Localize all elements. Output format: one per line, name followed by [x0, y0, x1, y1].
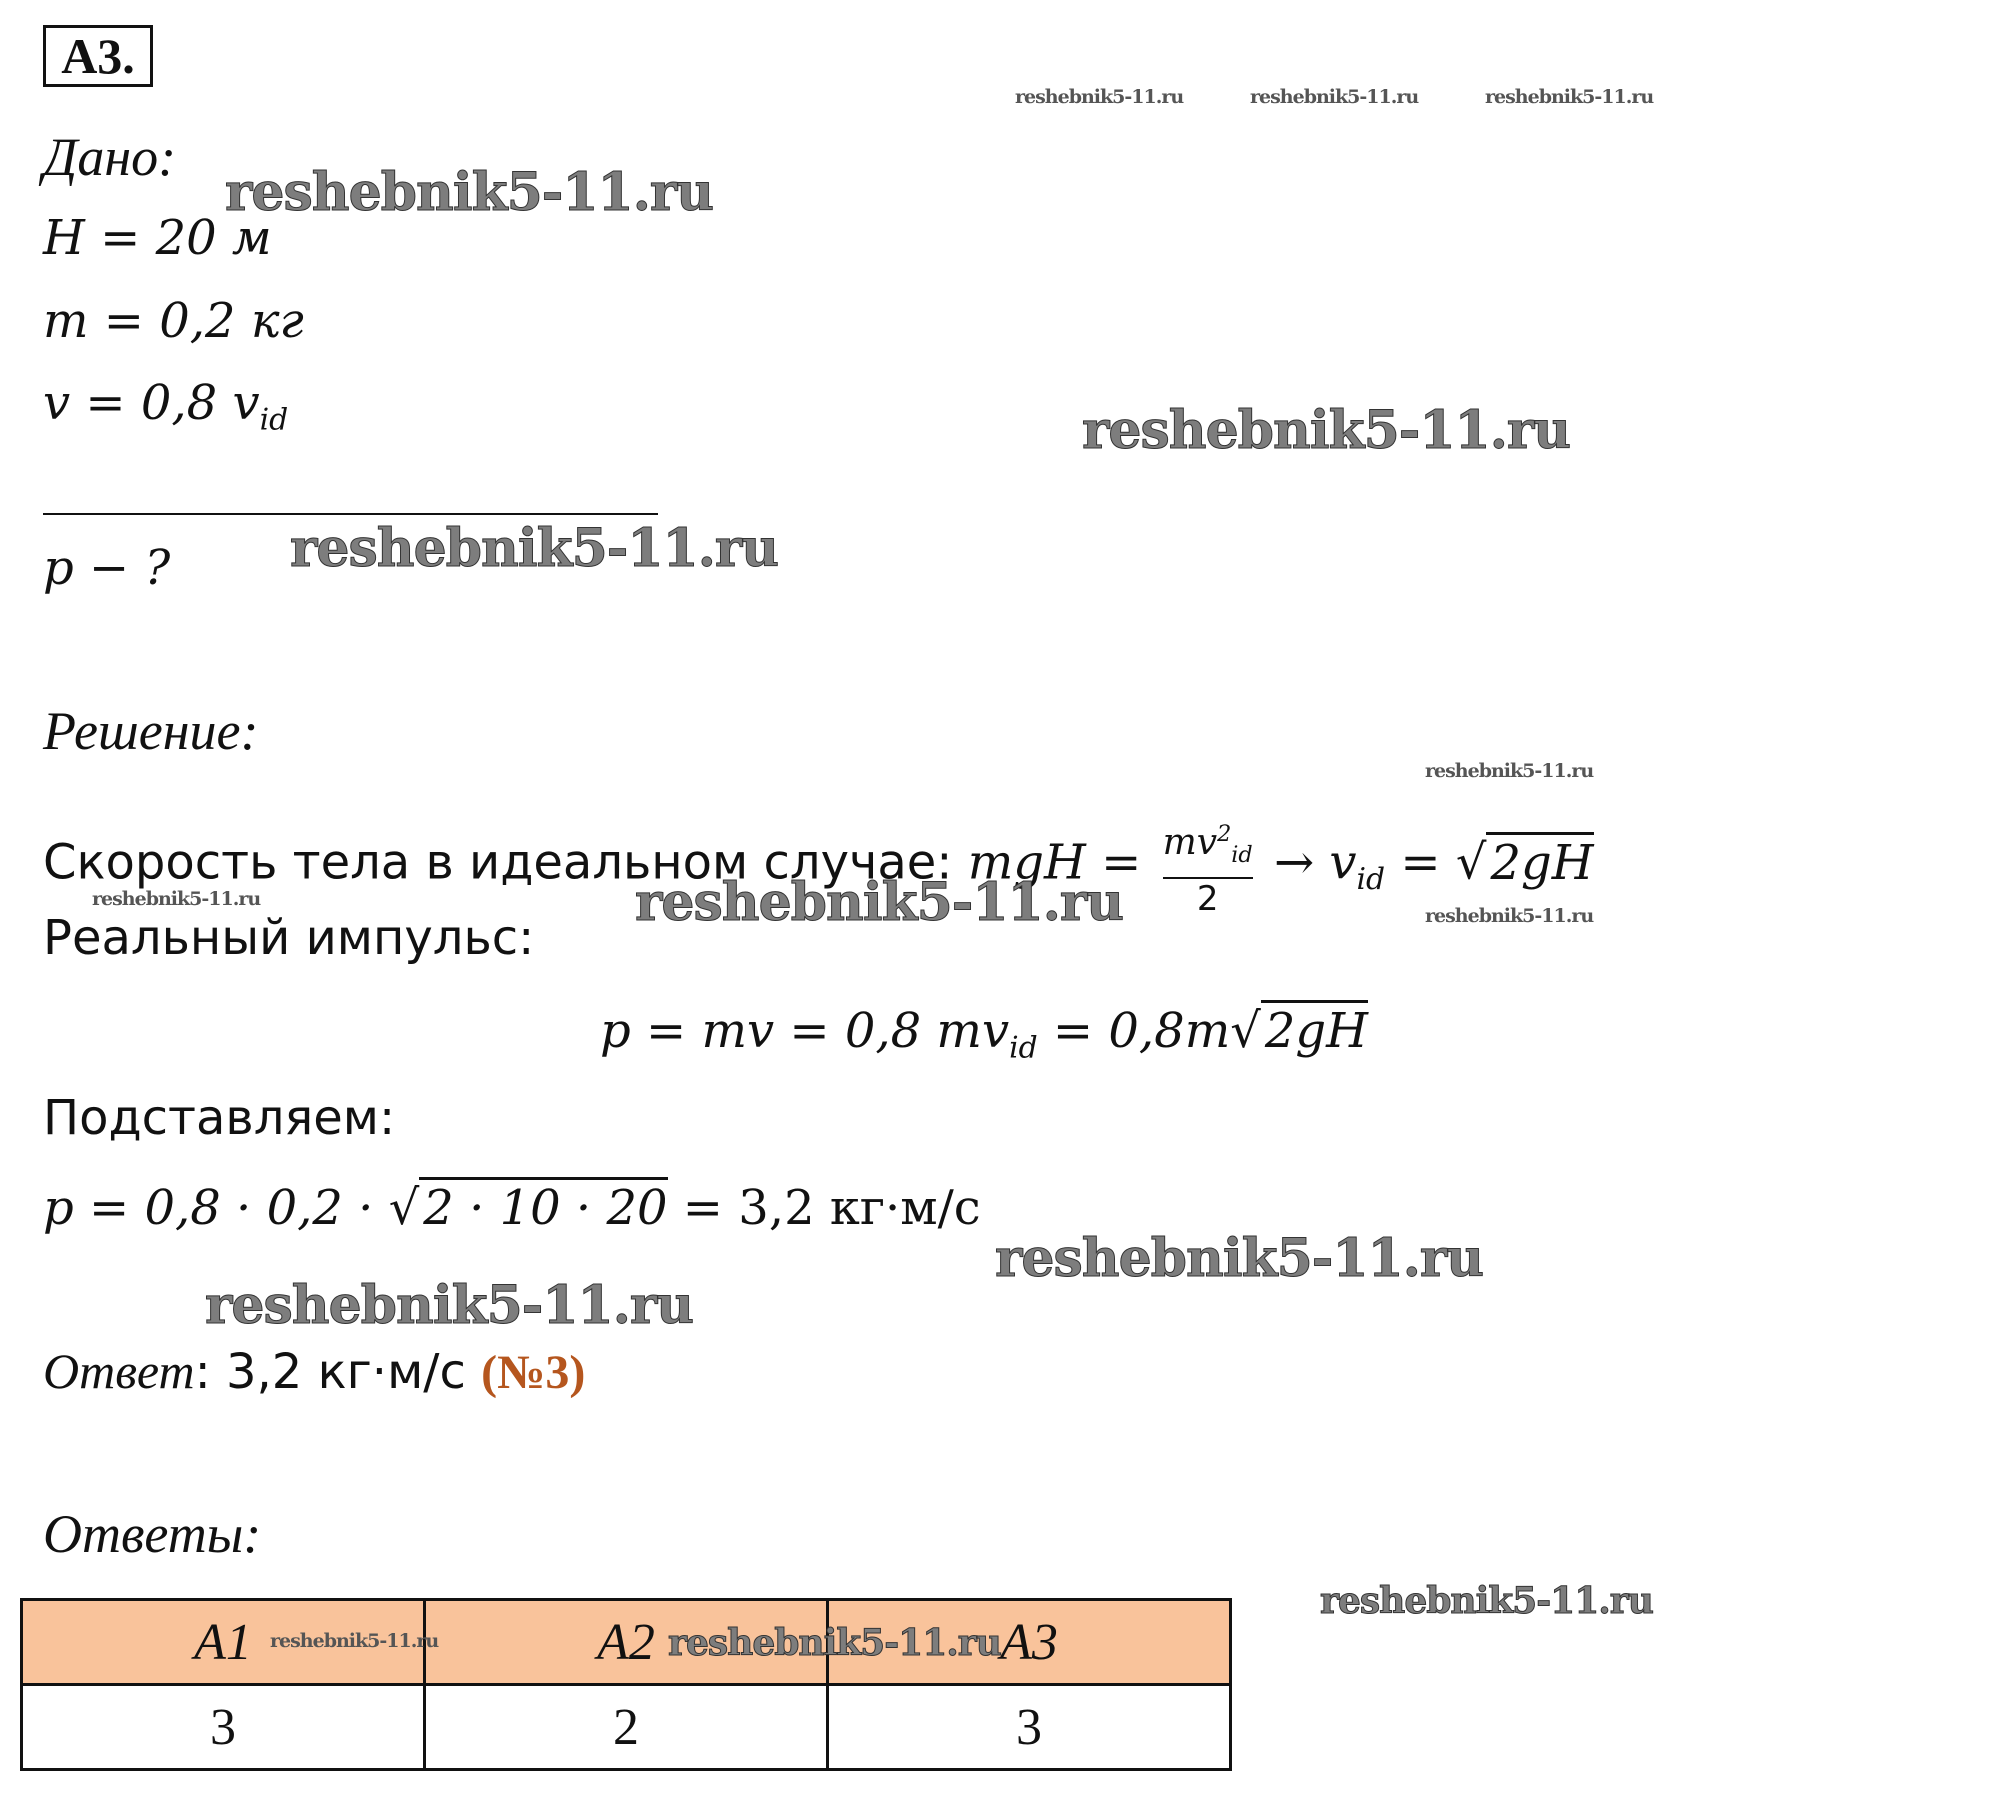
given-m: m = 0,2 кг: [43, 293, 304, 349]
answers-value-cell: 3: [22, 1685, 425, 1770]
watermark-6: reshebnik5-11.ru: [205, 1275, 694, 1336]
watermark-small-5: reshebnik5-11.ru: [92, 888, 261, 910]
watermark-3: reshebnik5-11.ru: [290, 518, 779, 579]
watermark-4: reshebnik5-11.ru: [635, 872, 1124, 933]
watermark-small-7: reshebnik5-11.ru: [270, 1630, 439, 1652]
task-label: A3.: [43, 25, 153, 87]
answers-header-cell: A1: [22, 1600, 425, 1685]
answers-value-cell: 2: [425, 1685, 828, 1770]
impulse-text: Реальный импульс:: [43, 910, 535, 966]
impulse-formula: p = mv = 0,8 $mv_{id} = 0,8m√2gH$: [600, 1003, 1368, 1066]
watermark-5: reshebnik5-11.ru: [995, 1228, 1484, 1289]
answers-table-row: [22, 1685, 1231, 1770]
watermark-small-1: reshebnik5-11.ru: [1015, 86, 1184, 108]
given-divider: [43, 513, 658, 515]
speed-line: Скорость тела в идеальном случае: mgH = $\frac{mv^2_{id}}{2}$ → $v_{id} = √2gH$: [43, 812, 1594, 919]
given-v: v = 0,8 $v_{id}$: [43, 375, 289, 438]
watermark-small-3: reshebnik5-11.ru: [1485, 86, 1654, 108]
given-H: H = 20 м: [43, 210, 272, 266]
watermark-small-4: reshebnik5-11.ru: [1425, 760, 1594, 782]
answers-heading: Ответы:: [43, 1504, 262, 1564]
answers-table: [20, 1598, 1232, 1771]
watermark-2: reshebnik5-11.ru: [1082, 400, 1571, 461]
watermark-7: reshebnik5-11.ru: [1320, 1580, 1653, 1622]
substitute-text: Подставляем:: [43, 1090, 396, 1146]
answers-header-cell: A2: [425, 1600, 828, 1685]
watermark-1: reshebnik5-11.ru: [225, 162, 714, 223]
speed-fraction: $\frac{mv^2_{id}}{2}$: [1163, 812, 1253, 919]
watermark-small-6: reshebnik5-11.ru: [1425, 905, 1594, 927]
answer-line: Ответ: 3,2 кг·м/с (№3): [43, 1343, 586, 1400]
watermark-small-2: reshebnik5-11.ru: [1250, 86, 1419, 108]
given-heading: Дано:: [43, 127, 177, 187]
answers-value-cell: 3: [828, 1685, 1231, 1770]
answers-header-cell: A3: [828, 1600, 1231, 1685]
solution-heading: Решение:: [43, 701, 259, 761]
calc-line: p = 0,8 · 0,2 · √2 · 10 · 20 = 3,2 кг·м/с: [43, 1180, 981, 1236]
answer-number: (№3): [481, 1346, 586, 1399]
given-find: p − ?: [43, 540, 171, 596]
watermark-8: reshebnik5-11.ru: [668, 1622, 1001, 1664]
answers-table-header: [22, 1600, 1231, 1685]
